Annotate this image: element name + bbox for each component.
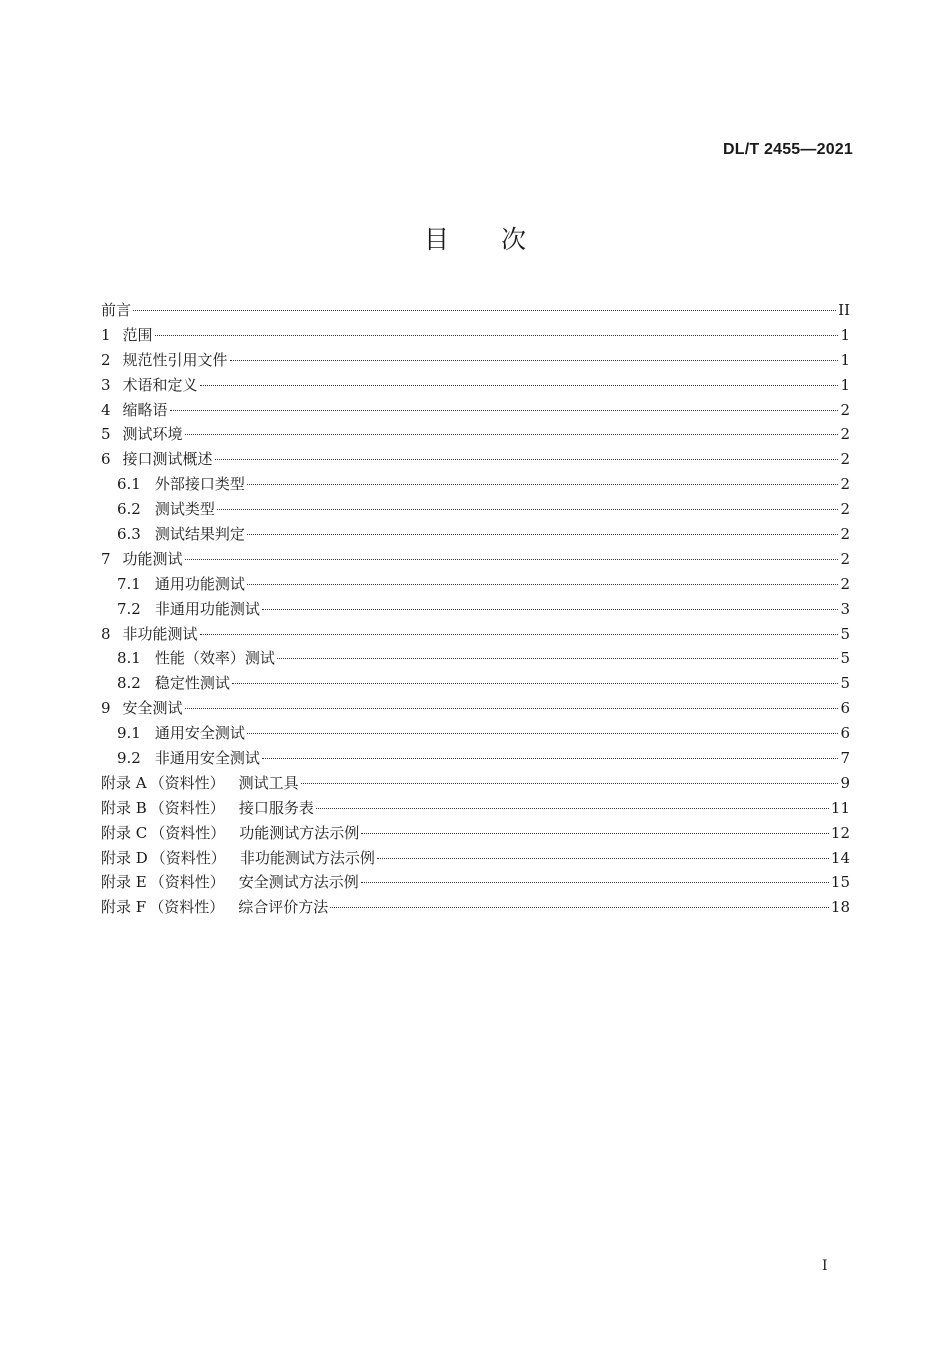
toc-entry[interactable]	[101, 522, 850, 547]
toc-entry-leader	[377, 858, 829, 859]
toc-entry-number: 9	[101, 699, 111, 718]
page-title-right: 次	[501, 225, 527, 254]
toc-entry-page: 5	[840, 674, 850, 693]
toc-entry-page: 11	[830, 798, 850, 817]
toc-entry-leader	[301, 783, 838, 784]
toc-entry-label: 前言	[101, 301, 132, 319]
toc-entry[interactable]	[101, 622, 850, 647]
toc-entry-type: （资料性）	[149, 773, 225, 792]
toc-entry-leader	[262, 758, 838, 759]
toc-entry-number: 7.2	[117, 599, 141, 618]
toc-entry-number: 8.1	[117, 649, 141, 668]
toc-entry-page: II	[838, 301, 850, 319]
toc-entry-label: 测试工具	[238, 773, 299, 792]
toc-entry-label: 术语和定义	[122, 375, 198, 394]
toc-entry-label: 非功能测试	[122, 624, 198, 643]
toc-entry[interactable]	[101, 796, 850, 821]
page-title	[0, 220, 950, 256]
page-number: I	[822, 1258, 828, 1274]
toc-entry-label: 接口测试概述	[122, 450, 213, 469]
toc-entry[interactable]	[101, 646, 850, 671]
toc-entry[interactable]	[101, 671, 850, 696]
toc-entry-type: （资料性）	[150, 823, 226, 842]
toc-entry-leader	[316, 808, 829, 809]
toc-entry-page: 6	[840, 724, 850, 743]
toc-entry-label: 安全测试方法示例	[238, 873, 359, 892]
toc-entry-leader	[155, 335, 838, 336]
toc-entry-leader	[361, 833, 829, 834]
toc-entry-page: 2	[840, 549, 850, 568]
toc-entry-label: 安全测试	[122, 699, 183, 718]
toc-entry[interactable]	[101, 572, 850, 597]
toc-entry-label: 非通用安全测试	[154, 749, 260, 768]
toc-entry-page: 1	[840, 325, 850, 344]
toc-entry-type: （资料性）	[149, 873, 225, 892]
toc-entry-label: 功能测试	[122, 549, 183, 568]
toc-entry-leader	[277, 658, 838, 659]
toc-entry-label: 综合评价方法	[238, 898, 329, 917]
toc-entry-number: 6.1	[117, 475, 141, 494]
toc-entry-label: 通用安全测试	[154, 724, 245, 743]
toc-entry-label: 外部接口类型	[154, 475, 245, 494]
toc-entry[interactable]	[101, 447, 850, 472]
toc-entry-page: 1	[840, 350, 850, 369]
toc-entry-leader	[330, 907, 829, 908]
toc-entry-leader	[200, 385, 838, 386]
toc-entry-number: 8.2	[117, 674, 141, 693]
toc-entry-number: 3	[101, 375, 111, 394]
toc-entry-page: 9	[840, 773, 850, 792]
toc-entry-leader	[185, 708, 838, 709]
toc-entry-number: 附录 F	[101, 898, 147, 917]
toc-entry[interactable]	[101, 422, 850, 447]
toc-entry-label: 功能测试方法示例	[239, 823, 360, 842]
toc-entry-leader	[217, 509, 838, 510]
toc-entry-number: 7.1	[117, 574, 141, 593]
toc-entry-type: （资料性）	[149, 898, 225, 917]
toc-entry[interactable]	[101, 821, 850, 846]
toc-entry-label: 性能（效率）测试	[154, 649, 275, 668]
toc-entry-page: 7	[840, 749, 850, 768]
toc-entry[interactable]	[101, 373, 850, 398]
toc-entry[interactable]	[101, 870, 850, 895]
toc-entry-number: 4	[101, 400, 111, 419]
toc-entry-leader	[247, 733, 838, 734]
page-title-left: 目	[423, 225, 449, 254]
toc-entry-label: 非通用功能测试	[154, 599, 260, 618]
toc-entry[interactable]	[101, 398, 850, 423]
toc-entry-page: 5	[840, 624, 850, 643]
toc-entry-label: 接口服务表	[238, 798, 314, 817]
toc-entry-leader	[215, 459, 838, 460]
toc-entry-number: 附录 D	[101, 848, 148, 867]
toc-entry[interactable]	[101, 348, 850, 373]
toc-entry-page: 15	[830, 873, 850, 892]
toc-entry-leader	[133, 310, 836, 311]
toc-entry-number: 9.2	[117, 749, 141, 768]
toc-entry[interactable]	[101, 771, 850, 796]
toc-entry[interactable]	[101, 597, 850, 622]
toc-entry-number: 附录 C	[101, 823, 148, 842]
toc-entry[interactable]	[101, 472, 850, 497]
toc-entry-label: 通用功能测试	[154, 574, 245, 593]
toc-entry-number: 8	[101, 624, 111, 643]
toc-entry-leader	[232, 683, 838, 684]
toc-entry-number: 附录 A	[101, 773, 147, 792]
toc-entry-number: 6.2	[117, 500, 141, 519]
toc-entry-page: 2	[840, 500, 850, 519]
toc-entry-page: 2	[840, 574, 850, 593]
toc-entry-page: 2	[840, 425, 850, 444]
toc-entry-page: 2	[840, 525, 850, 544]
toc-entry-label: 范围	[122, 325, 153, 344]
toc-entry[interactable]	[101, 846, 850, 871]
toc-entry-number: 6	[101, 450, 111, 469]
toc-entry-page: 18	[830, 898, 850, 917]
toc-entry-label: 测试类型	[154, 500, 215, 519]
toc-entry-number: 1	[101, 325, 111, 344]
toc-entry-label: 测试环境	[122, 425, 183, 444]
toc-entry-page: 1	[840, 375, 850, 394]
toc-entry[interactable]	[101, 895, 850, 920]
toc-entry-page: 2	[840, 400, 850, 419]
toc-entry[interactable]	[101, 298, 850, 323]
toc-entry-page: 5	[840, 649, 850, 668]
toc-entry-page: 2	[840, 475, 850, 494]
toc-entry-page: 3	[840, 599, 850, 618]
toc-entry-leader	[170, 410, 838, 411]
toc-entry-leader	[185, 559, 838, 560]
toc-entry-number: 9.1	[117, 724, 141, 743]
toc-entry-leader	[247, 584, 838, 585]
toc-entry-page: 6	[840, 699, 850, 718]
toc-entry-label: 缩略语	[122, 400, 168, 419]
toc-entry-leader	[230, 360, 838, 361]
toc-entry-label: 测试结果判定	[154, 525, 245, 544]
toc-entry-label: 稳定性测试	[154, 674, 230, 693]
toc-entry-number: 5	[101, 425, 111, 444]
toc-entry-leader	[361, 882, 829, 883]
toc-entry-type: （资料性）	[150, 848, 226, 867]
toc-entry-leader	[185, 434, 838, 435]
toc-entry-leader	[247, 484, 838, 485]
toc-entry-leader	[200, 634, 838, 635]
toc-entry-leader	[262, 609, 838, 610]
toc-entry-page: 12	[830, 823, 850, 842]
toc-entry[interactable]	[101, 547, 850, 572]
toc-entry-number: 附录 B	[101, 798, 147, 817]
toc-entry[interactable]	[101, 721, 850, 746]
toc-entry-leader	[247, 534, 838, 535]
toc-entry-number: 附录 E	[101, 873, 147, 892]
toc-entry[interactable]	[101, 696, 850, 721]
toc-entry-number: 2	[101, 350, 111, 369]
standard-code: DL/T 2455—2021	[723, 141, 853, 158]
toc-entry-page: 14	[830, 848, 850, 867]
toc-entry-page: 2	[840, 450, 850, 469]
toc-entry[interactable]	[101, 323, 850, 348]
toc-entry-label: 规范性引用文件	[122, 350, 228, 369]
toc-entry-number: 6.3	[117, 525, 141, 544]
toc-entry[interactable]	[101, 746, 850, 771]
toc-entry-number: 7	[101, 549, 111, 568]
toc-entry-label: 非功能测试方法示例	[239, 848, 375, 867]
toc-entry[interactable]	[101, 497, 850, 522]
toc-entry-type: （资料性）	[149, 798, 225, 817]
table-of-contents	[101, 298, 850, 920]
